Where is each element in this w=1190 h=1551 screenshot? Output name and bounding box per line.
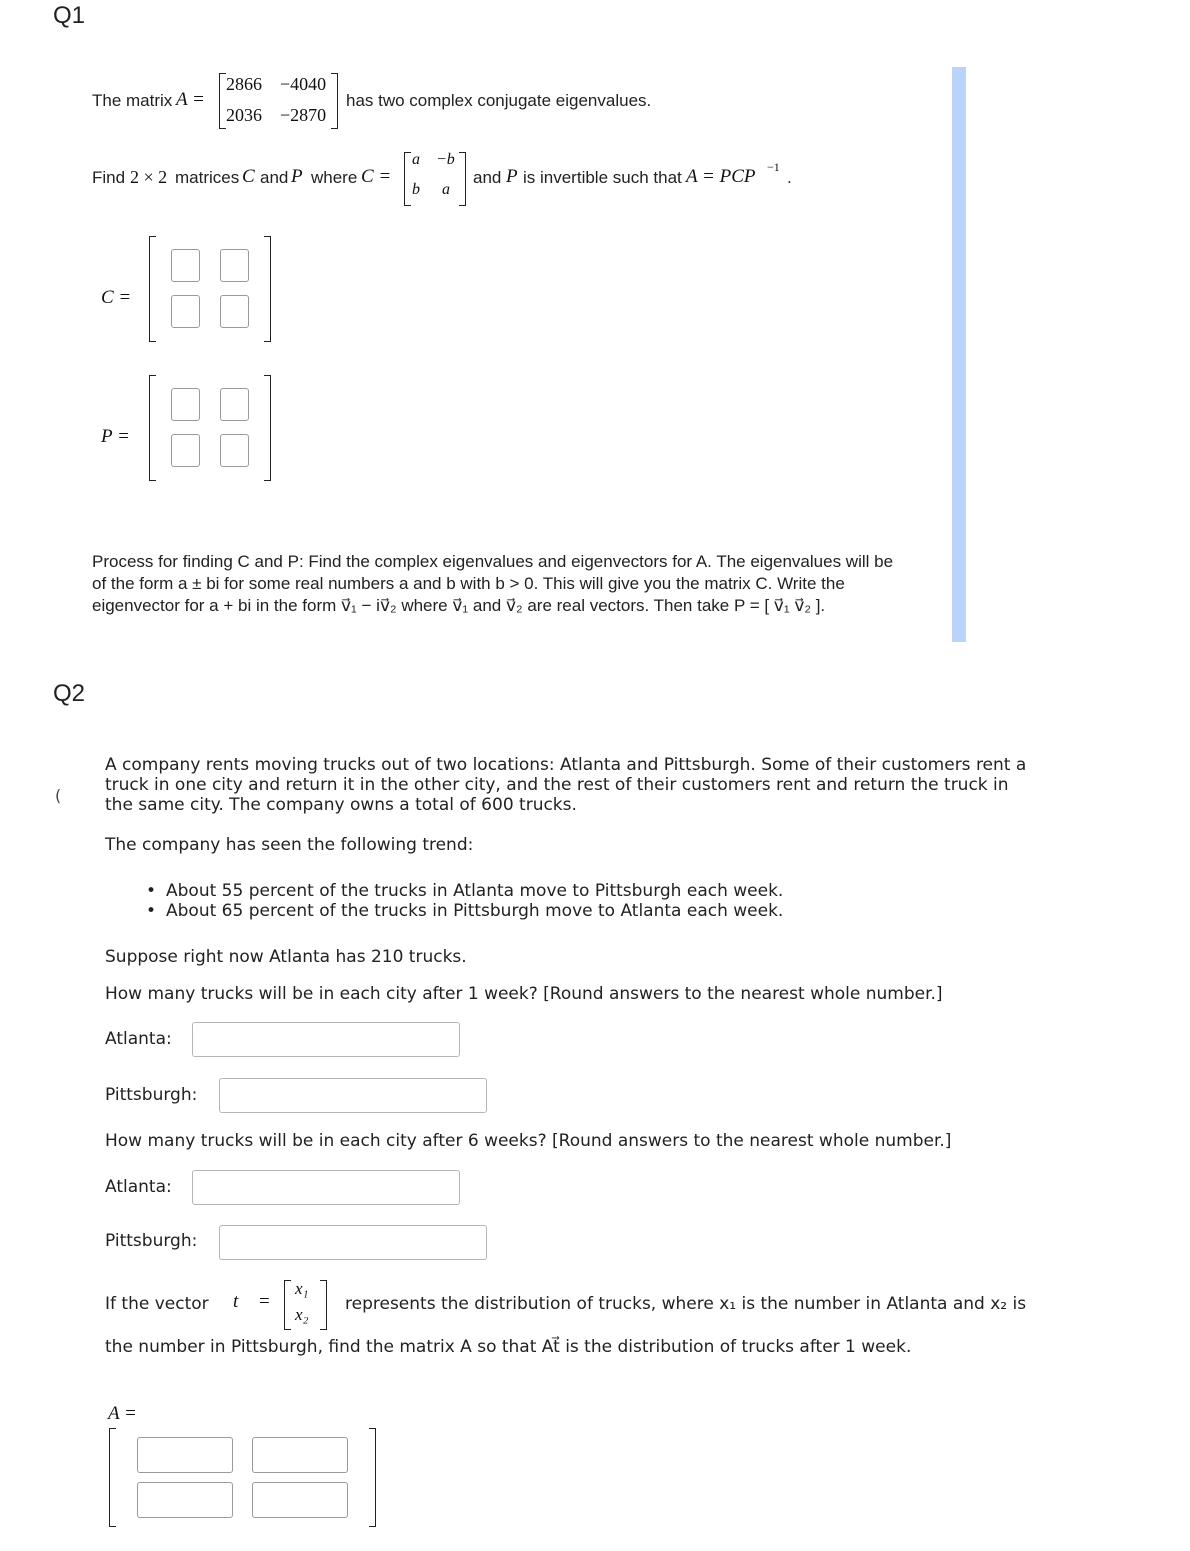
trend-bullet: • About 65 percent of the trucks in Pittsburgh move to Atlanta each week.: [146, 901, 783, 921]
q1-find-C: C: [242, 166, 255, 187]
C-entry-22[interactable]: [220, 295, 249, 328]
paragraph-line: the same city. The company owns a total of 600 trucks.: [105, 795, 577, 815]
pittsburgh-label-week1: Pittsburgh:: [105, 1085, 198, 1105]
q1-find-text: and: [260, 168, 289, 187]
vector-text-a: If the vector: [105, 1294, 209, 1314]
matrix-A-cell: 2036: [226, 105, 262, 125]
C-entry-12[interactable]: [220, 249, 249, 282]
vector-entry: x₁: [295, 1279, 309, 1298]
paragraph-line: A company rents moving trucks out of two locations: Atlanta and Pittsburgh. Some of their customers rent a: [105, 755, 1027, 775]
q1-process-hint: [92, 551, 893, 617]
question-6-weeks: How many trucks will be in each city after 6 weeks? [Round answers to the nearest whole number.]: [105, 1131, 952, 1151]
q1-find-text: matrices: [175, 168, 240, 187]
trend-bullet: • About 55 percent of the trucks in Atlanta move to Pittsburgh each week.: [146, 881, 783, 901]
question-1-week: How many trucks will be in each city after 1 week? [Round answers to the nearest whole number.]: [105, 984, 943, 1004]
scrollbar-highlight: [952, 67, 966, 642]
A-entry-11[interactable]: [137, 1437, 233, 1473]
vector-text-c: the number in Pittsburgh, find the matrix A so that At⃗ is the distribution of trucks after 1 week.: [105, 1337, 912, 1357]
C-entry-21[interactable]: [171, 295, 200, 328]
process-line: Process for finding C and P: Find the complex eigenvalues and eigenvectors for A. The eigenvalues will be: [92, 552, 894, 571]
atlanta-week6-input[interactable]: [192, 1170, 460, 1205]
margin-mark: (: [55, 786, 62, 805]
pittsburgh-week6-input[interactable]: [219, 1225, 487, 1260]
A-entry-21[interactable]: [137, 1482, 233, 1518]
C-form-cell: a: [442, 181, 450, 198]
P-entry-21[interactable]: [171, 434, 200, 467]
P-matrix-label: P =: [101, 426, 130, 447]
matrix-A-cell: −2870: [280, 105, 327, 125]
A-entry-12[interactable]: [252, 1437, 348, 1473]
q1-find-P2: P: [506, 166, 518, 187]
q1-intro-before: The matrix: [92, 91, 173, 110]
question-1-label: Q1: [53, 2, 86, 29]
vector-entry: x₂: [295, 1305, 309, 1324]
P-entry-12[interactable]: [220, 388, 249, 421]
A-entry-22[interactable]: [252, 1482, 348, 1518]
C-entry-11[interactable]: [171, 249, 200, 282]
vector-t-symbol: t⃗ =: [233, 1291, 271, 1312]
question-2-label: Q2: [53, 680, 86, 707]
process-line: eigenvector for a + bi in the form v⃗₁ − iv⃗₂ where v⃗₁ and v⃗₂ are real vectors. Then take P = [ v⃗₁ v⃗₂ ].: [92, 596, 826, 615]
trend-intro: The company has seen the following trend:: [105, 835, 474, 855]
q1-find-text: and: [473, 168, 502, 187]
P-entry-11[interactable]: [171, 388, 200, 421]
C-matrix-label: C =: [101, 287, 132, 308]
q1-find-text: is invertible such that: [523, 168, 682, 187]
q1-intro-after: has two complex conjugate eigenvalues.: [346, 91, 652, 110]
atlanta-label-week6: Atlanta:: [105, 1177, 172, 1197]
P-entry-22[interactable]: [220, 434, 249, 467]
q1-formula-period: .: [787, 168, 792, 187]
C-form-cell: a: [412, 151, 420, 168]
q1-matrix-symbol: A =: [176, 89, 205, 110]
q1-formula-exponent: −1: [767, 160, 780, 174]
q1-find-C-eq: C =: [361, 166, 392, 187]
pittsburgh-label-week6: Pittsburgh:: [105, 1231, 198, 1251]
q1-find-P: P: [291, 166, 303, 187]
C-form-cell: b: [412, 181, 420, 198]
atlanta-week1-input[interactable]: [192, 1022, 460, 1057]
trend-list: [146, 881, 783, 921]
q1-find-text: Find: [92, 168, 126, 187]
paragraph-line: truck in one city and return it in the other city, and the rest of their customers rent and return the truck in: [105, 775, 1009, 795]
q2-intro-paragraph: [105, 755, 1026, 815]
q1-find-text: where: [311, 168, 358, 187]
process-line: of the form a ± bi for some real numbers a and b with b > 0. This will give you the matrix C. Write the: [92, 574, 845, 593]
initial-condition: Suppose right now Atlanta has 210 trucks.: [105, 947, 467, 967]
C-form-cell: −b: [436, 151, 455, 168]
vector-text-b: represents the distribution of trucks, where x₁ is the number in Atlanta and x₂ is: [345, 1294, 1027, 1314]
matrix-A-cell: −4040: [280, 74, 327, 94]
pittsburgh-week1-input[interactable]: [219, 1078, 487, 1113]
q1-formula: A = PCP: [686, 166, 756, 187]
q1-find-dims: 2 × 2: [130, 167, 168, 187]
A-matrix-label: A =: [108, 1403, 137, 1424]
atlanta-label-week1: Atlanta:: [105, 1029, 172, 1049]
matrix-A-cell: 2866: [226, 74, 262, 94]
